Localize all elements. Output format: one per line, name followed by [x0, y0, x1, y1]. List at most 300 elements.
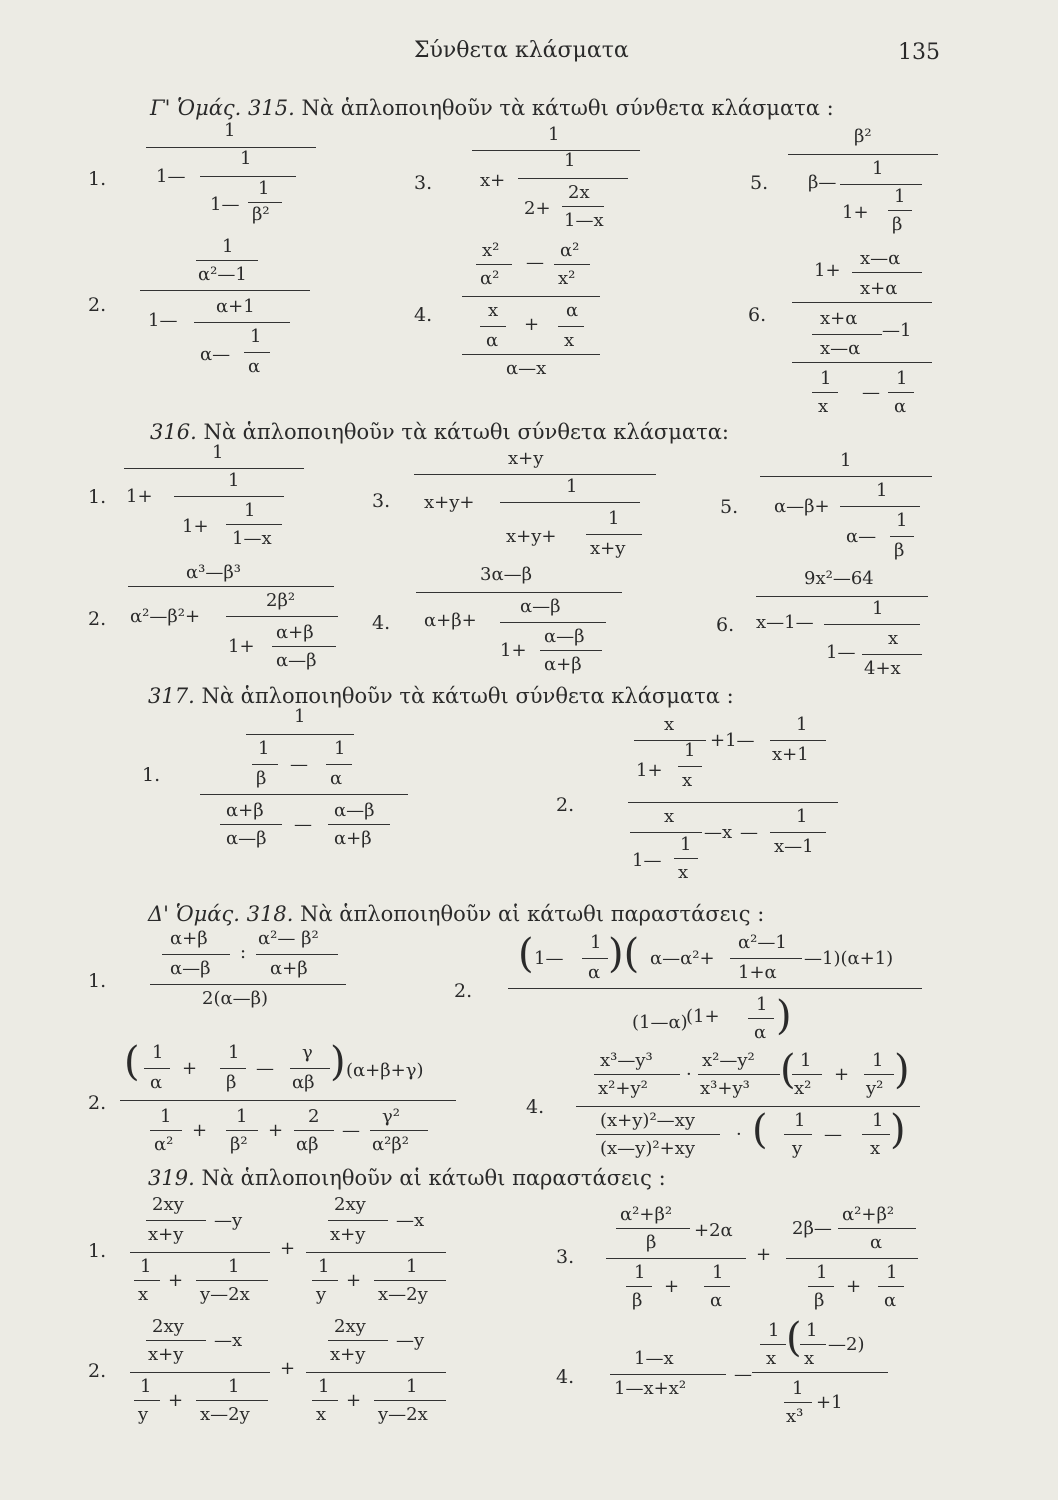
- operator: +: [346, 1390, 362, 1411]
- term: 1+: [182, 516, 209, 537]
- denominator: α: [894, 396, 907, 417]
- numerator: 1: [876, 480, 888, 501]
- group-label: Γ' Ὁμάς.: [150, 96, 242, 120]
- denominator: β: [892, 214, 903, 235]
- numerator: x—α: [860, 248, 901, 269]
- fraction-bar: [626, 1286, 652, 1287]
- fraction-bar: [554, 264, 590, 265]
- fraction-bar: [862, 1134, 890, 1135]
- item-label: 1.: [88, 486, 107, 508]
- numerator: 1: [800, 1050, 812, 1071]
- numerator: 1: [816, 1262, 828, 1283]
- fraction-bar: [140, 290, 310, 291]
- fraction-bar: [472, 150, 640, 151]
- numerator: 1: [872, 158, 884, 179]
- denominator: x: [766, 1348, 777, 1369]
- numerator: α²+β²: [620, 1204, 673, 1225]
- item-label: 4.: [526, 1096, 545, 1118]
- numerator: 1: [820, 368, 832, 389]
- numerator: α+1: [216, 296, 255, 317]
- fraction-bar: [134, 1400, 160, 1401]
- fraction-bar: [628, 802, 838, 803]
- numerator: 1: [886, 1262, 898, 1283]
- numerator: 1: [212, 442, 224, 463]
- exercise-number: 316.: [150, 420, 197, 444]
- denominator: 1+α: [738, 962, 777, 983]
- item-label: 5.: [750, 172, 769, 194]
- denominator: y: [792, 1138, 803, 1159]
- term: α—β+: [774, 496, 830, 517]
- numerator: β²: [854, 126, 872, 147]
- numerator: 1: [712, 1262, 724, 1283]
- numerator: 1: [768, 1320, 780, 1341]
- fraction-bar: [878, 1286, 904, 1287]
- denominator: y²: [866, 1078, 884, 1099]
- item-label: 1.: [88, 1240, 107, 1262]
- denominator: y—2x: [378, 1404, 428, 1425]
- numerator: 1: [258, 738, 270, 759]
- term: 1—: [210, 194, 240, 215]
- fraction-bar: [476, 264, 512, 265]
- fraction-bar: [144, 1068, 170, 1069]
- numerator: 1: [872, 1050, 884, 1071]
- section-316-heading: [150, 420, 729, 444]
- term: —x: [396, 1210, 425, 1231]
- fraction-bar: [888, 210, 912, 211]
- denominator: α+β: [270, 958, 308, 979]
- numerator: α—β: [334, 800, 375, 821]
- fraction-bar: [864, 1074, 894, 1075]
- instruction-text: Νὰ ἁπλοποιηθοῦν αἱ κάτωθι παραστάσεις :: [201, 1166, 666, 1190]
- denominator: β: [226, 1072, 237, 1093]
- fraction-bar: [124, 468, 304, 469]
- numerator: 1: [796, 714, 808, 735]
- fraction-bar: [500, 502, 640, 503]
- denominator: β: [894, 540, 905, 561]
- term: —x: [214, 1330, 243, 1351]
- numerator: x+y: [508, 448, 544, 469]
- fraction-bar: [162, 954, 230, 955]
- numerator: 1: [794, 1110, 806, 1131]
- operator: ·: [686, 1064, 692, 1085]
- numerator: x²—y²: [702, 1050, 755, 1071]
- denominator: x: [316, 1404, 327, 1425]
- denominator: x+y: [330, 1224, 366, 1245]
- fraction-bar: [792, 362, 932, 363]
- fraction-bar: [890, 536, 914, 537]
- fraction-bar: [462, 296, 600, 297]
- fraction-bar: [150, 984, 346, 985]
- numerator: x: [488, 300, 499, 321]
- denominator: x+α: [860, 278, 898, 299]
- numerator: 1: [564, 150, 576, 171]
- fraction-bar: [128, 586, 334, 587]
- fraction-bar: [134, 1280, 160, 1281]
- fraction-bar: [326, 764, 352, 765]
- fraction-bar: [200, 176, 296, 177]
- instruction-text: Νὰ ἁπλοποιηθοῦν τὰ κάτωθι σύνθετα κλάσματα :: [301, 96, 834, 120]
- numerator: α²— β²: [258, 928, 319, 949]
- fraction-bar: [146, 147, 316, 148]
- numerator: (x+y)²—xy: [600, 1110, 695, 1131]
- numerator: 1: [894, 186, 906, 207]
- numerator: 1: [222, 236, 234, 257]
- item-label: 6.: [716, 614, 735, 636]
- instruction-text: Νὰ ἁπλοποιηθοῦν τὰ κάτωθι σύνθετα κλάσματα:: [203, 420, 729, 444]
- denominator: x—2y: [378, 1284, 428, 1305]
- denominator: α: [710, 1290, 723, 1311]
- denominator: x+y: [590, 538, 626, 559]
- term: —y: [214, 1210, 243, 1231]
- numerator: α—β: [544, 626, 585, 647]
- numerator: α—β: [520, 596, 561, 617]
- term: +2α: [694, 1220, 733, 1241]
- term: 1+: [500, 640, 527, 661]
- item-label: 2.: [88, 1092, 107, 1114]
- operator: —: [256, 1058, 274, 1079]
- numerator: 1: [250, 326, 262, 347]
- term: (1—α): [632, 1012, 688, 1033]
- fraction-bar: [518, 178, 628, 179]
- numerator: 1: [896, 510, 908, 531]
- numerator: 2: [308, 1106, 320, 1127]
- term: +1: [816, 1392, 843, 1413]
- term: α²—β²+: [130, 606, 201, 627]
- paren: ): [776, 993, 792, 1039]
- numerator: 2xy: [334, 1316, 366, 1337]
- paren: ): [894, 1047, 910, 1093]
- denominator: 4+x: [864, 658, 901, 679]
- fraction-bar: [226, 616, 338, 617]
- denominator: 2(α—β): [202, 988, 269, 1009]
- group-label: Δ' Ὁμάς.: [148, 902, 240, 926]
- item-label: 4.: [372, 612, 391, 634]
- fraction-bar: [674, 858, 698, 859]
- fraction-bar: [256, 954, 338, 955]
- numerator: 1: [680, 834, 692, 855]
- denominator: α: [754, 1022, 767, 1043]
- section-315-heading: [150, 96, 834, 120]
- fraction-bar: [852, 272, 922, 273]
- fraction-bar: [244, 352, 270, 353]
- fraction-bar: [558, 326, 584, 327]
- paren: ): [330, 1039, 346, 1085]
- fraction-bar: [812, 334, 882, 335]
- fraction-bar: [480, 326, 506, 327]
- exercise-number: 315.: [248, 96, 295, 120]
- fraction-bar: [770, 740, 826, 741]
- term: —1)(α+1): [804, 948, 894, 969]
- numerator: 1: [294, 706, 306, 727]
- denominator: α: [884, 1290, 897, 1311]
- fraction-bar: [370, 1130, 428, 1131]
- fraction-bar: [760, 1344, 786, 1345]
- denominator: β: [632, 1290, 643, 1311]
- term: α—α²+: [650, 948, 715, 969]
- operator: +: [346, 1270, 362, 1291]
- fraction-bar: [252, 764, 278, 765]
- denominator: α—β: [226, 828, 267, 849]
- fraction-bar: [272, 646, 336, 647]
- fraction-bar: [582, 958, 608, 959]
- operator: +: [168, 1270, 184, 1291]
- operator: —: [290, 754, 308, 775]
- denominator: x²+y²: [598, 1078, 648, 1099]
- exercise-number: 317.: [148, 684, 195, 708]
- numerator: 1: [318, 1376, 330, 1397]
- numerator: 1: [334, 738, 346, 759]
- numerator: α²—1: [738, 932, 787, 953]
- fraction-bar: [812, 392, 838, 393]
- term: —y: [396, 1330, 425, 1351]
- numerator: 1: [806, 1320, 818, 1341]
- numerator: 1: [406, 1376, 418, 1397]
- fraction-bar: [630, 832, 702, 833]
- fraction-bar: [150, 1130, 182, 1131]
- paren: (: [786, 1315, 802, 1361]
- numerator: α+β: [226, 800, 264, 821]
- exercise-number: 319.: [148, 1166, 195, 1190]
- operator: —: [526, 252, 544, 273]
- paren: )(: [608, 931, 640, 977]
- operator: +: [168, 1390, 184, 1411]
- fraction-bar: [196, 1400, 268, 1401]
- fraction-bar: [704, 1286, 730, 1287]
- denominator: 1—x: [564, 210, 604, 231]
- operator: +: [268, 1120, 284, 1141]
- operator: +: [280, 1358, 296, 1379]
- fraction-bar: [678, 766, 702, 767]
- numerator: 2xy: [334, 1194, 366, 1215]
- fraction-bar: [294, 1130, 334, 1131]
- numerator: 3α—β: [480, 564, 533, 585]
- fraction-bar: [784, 1402, 812, 1403]
- fraction-bar: [374, 1400, 446, 1401]
- fraction-bar: [414, 474, 656, 475]
- fraction-bar: [586, 534, 642, 535]
- fraction-bar: [196, 1280, 268, 1281]
- operator: :: [240, 942, 247, 963]
- fraction-bar: [862, 654, 922, 655]
- denominator: x: [678, 862, 689, 883]
- numerator: 1: [796, 806, 808, 827]
- denominator: αβ: [296, 1134, 319, 1155]
- term: 1—: [826, 642, 856, 663]
- item-label: 6.: [748, 304, 767, 326]
- numerator: γ²: [382, 1106, 400, 1127]
- numerator: 1: [872, 598, 884, 619]
- numerator: 1: [240, 148, 252, 169]
- numerator: γ: [302, 1042, 313, 1063]
- operator: —: [740, 822, 758, 843]
- fraction-bar: [306, 1372, 446, 1373]
- fraction-bar: [824, 624, 920, 625]
- page-number: 135: [898, 40, 940, 65]
- denominator: αβ: [292, 1072, 315, 1093]
- denominator: α: [248, 356, 261, 377]
- item-label: 2.: [454, 980, 473, 1002]
- denominator: x³+y³: [700, 1078, 750, 1099]
- section-317-heading: [148, 684, 734, 708]
- fraction-bar: [312, 1280, 338, 1281]
- item-label: 3.: [372, 490, 391, 512]
- operator: +: [834, 1064, 850, 1085]
- denominator: x+y: [148, 1344, 184, 1365]
- denominator: α—x: [506, 358, 547, 379]
- numerator: 1: [548, 124, 560, 145]
- numerator: 1: [684, 740, 696, 761]
- operator: —: [824, 1124, 842, 1145]
- numerator: 1: [792, 1378, 804, 1399]
- fraction-bar: [730, 958, 802, 959]
- term: x—1—: [756, 612, 814, 633]
- numerator: 1: [258, 178, 270, 199]
- operator: +: [846, 1276, 862, 1297]
- numerator: α²+β²: [842, 1204, 895, 1225]
- term: 1+: [228, 636, 255, 657]
- operator: —: [294, 814, 312, 835]
- denominator: y: [316, 1284, 327, 1305]
- item-label: 5.: [720, 496, 739, 518]
- numerator: α+β: [170, 928, 208, 949]
- denominator: 1—x+x²: [614, 1378, 687, 1399]
- fraction-bar: [616, 1228, 690, 1229]
- denominator: x²: [558, 268, 576, 289]
- denominator: y: [138, 1404, 149, 1425]
- numerator: 1: [608, 508, 620, 529]
- numerator: 1: [406, 1256, 418, 1277]
- numerator: α+β: [276, 622, 314, 643]
- numerator: x: [664, 714, 675, 735]
- numerator: 1: [896, 368, 908, 389]
- numerator: α: [566, 300, 579, 321]
- denominator: x—1: [774, 836, 814, 857]
- operator: ·: [736, 1124, 742, 1145]
- item-label: 2.: [556, 794, 575, 816]
- numerator: 1: [224, 120, 236, 141]
- operator: —: [862, 382, 880, 403]
- fraction-bar: [146, 1220, 206, 1221]
- numerator: x: [888, 628, 899, 649]
- item-label: 2.: [88, 608, 107, 630]
- term: x+y+: [424, 492, 475, 513]
- item-label: 4.: [556, 1366, 575, 1388]
- denominator: α²: [480, 268, 500, 289]
- numerator: x²: [482, 240, 500, 261]
- term: 1+: [814, 260, 841, 281]
- numerator: 1—x: [634, 1348, 674, 1369]
- numerator: 9x²—64: [804, 568, 874, 589]
- paren: (: [780, 1047, 796, 1093]
- term: α—: [200, 344, 231, 365]
- fraction-bar: [756, 596, 928, 597]
- section-319-heading: [148, 1166, 666, 1190]
- numerator: x: [664, 806, 675, 827]
- item-label: 2.: [88, 294, 107, 316]
- fraction-bar: [576, 1106, 920, 1107]
- term: 1+: [636, 760, 663, 781]
- instruction-text: Νὰ ἁπλοποιηθοῦν αἱ κάτωθι παραστάσεις :: [300, 902, 765, 926]
- item-label: 1.: [88, 168, 107, 190]
- denominator: x+1: [772, 744, 809, 765]
- term: 1+: [842, 202, 869, 223]
- denominator: x: [804, 1348, 815, 1369]
- term: —1: [882, 320, 912, 341]
- fraction-bar: [462, 354, 600, 355]
- numerator: x³—y³: [600, 1050, 653, 1071]
- fraction-bar: [752, 1372, 888, 1373]
- numerator: 2β²: [266, 590, 296, 611]
- fraction-bar: [748, 1018, 774, 1019]
- item-label: 3.: [414, 172, 433, 194]
- term: 1+: [126, 486, 153, 507]
- operator: +: [182, 1058, 198, 1079]
- fraction-bar: [760, 476, 932, 477]
- term: (1+: [686, 1006, 720, 1027]
- denominator: α²β²: [372, 1134, 409, 1155]
- numerator: 1: [872, 1110, 884, 1131]
- denominator: β²: [252, 204, 270, 225]
- numerator: 1: [160, 1106, 172, 1127]
- fraction-bar: [328, 1220, 388, 1221]
- numerator: 1: [634, 1262, 646, 1283]
- denominator: β: [646, 1232, 657, 1253]
- term: α+β+: [424, 610, 477, 631]
- fraction-bar: [248, 202, 282, 203]
- operator: +: [664, 1276, 680, 1297]
- fraction-bar: [306, 1252, 446, 1253]
- denominator: x: [818, 396, 829, 417]
- fraction-bar: [328, 824, 390, 825]
- numerator: 1: [140, 1376, 152, 1397]
- fraction-bar: [226, 524, 282, 525]
- fraction-bar: [246, 734, 354, 735]
- term: (α+β+γ): [346, 1060, 424, 1081]
- fraction-bar: [220, 824, 282, 825]
- fraction-bar: [508, 988, 922, 989]
- denominator: x—α: [820, 338, 861, 359]
- fraction-bar: [312, 1400, 338, 1401]
- fraction-bar: [610, 1374, 726, 1375]
- paren: (: [752, 1107, 768, 1153]
- denominator: α²: [154, 1134, 174, 1155]
- denominator: α: [150, 1072, 163, 1093]
- numerator: α²: [560, 240, 580, 261]
- denominator: x³: [786, 1406, 804, 1427]
- section-318-heading: [148, 902, 764, 926]
- numerator: 1: [228, 1042, 240, 1063]
- fraction-bar: [194, 322, 290, 323]
- term: 2+: [524, 198, 551, 219]
- fraction-bar: [540, 650, 602, 651]
- denominator: x: [870, 1138, 881, 1159]
- operator: +: [756, 1244, 772, 1265]
- fraction-bar: [200, 794, 408, 795]
- fraction-bar: [120, 1100, 456, 1101]
- denominator: y—2x: [200, 1284, 250, 1305]
- exercise-number: 318.: [246, 902, 294, 926]
- term: α—: [846, 526, 877, 547]
- fraction-bar: [888, 392, 914, 393]
- fraction-bar: [784, 1134, 812, 1135]
- denominator: x²: [794, 1078, 812, 1099]
- numerator: 1: [590, 932, 602, 953]
- numerator: 1: [244, 500, 256, 521]
- numerator: 1: [228, 1256, 240, 1277]
- numerator: x+α: [820, 308, 858, 329]
- denominator: β: [256, 768, 267, 789]
- denominator: x: [564, 330, 575, 351]
